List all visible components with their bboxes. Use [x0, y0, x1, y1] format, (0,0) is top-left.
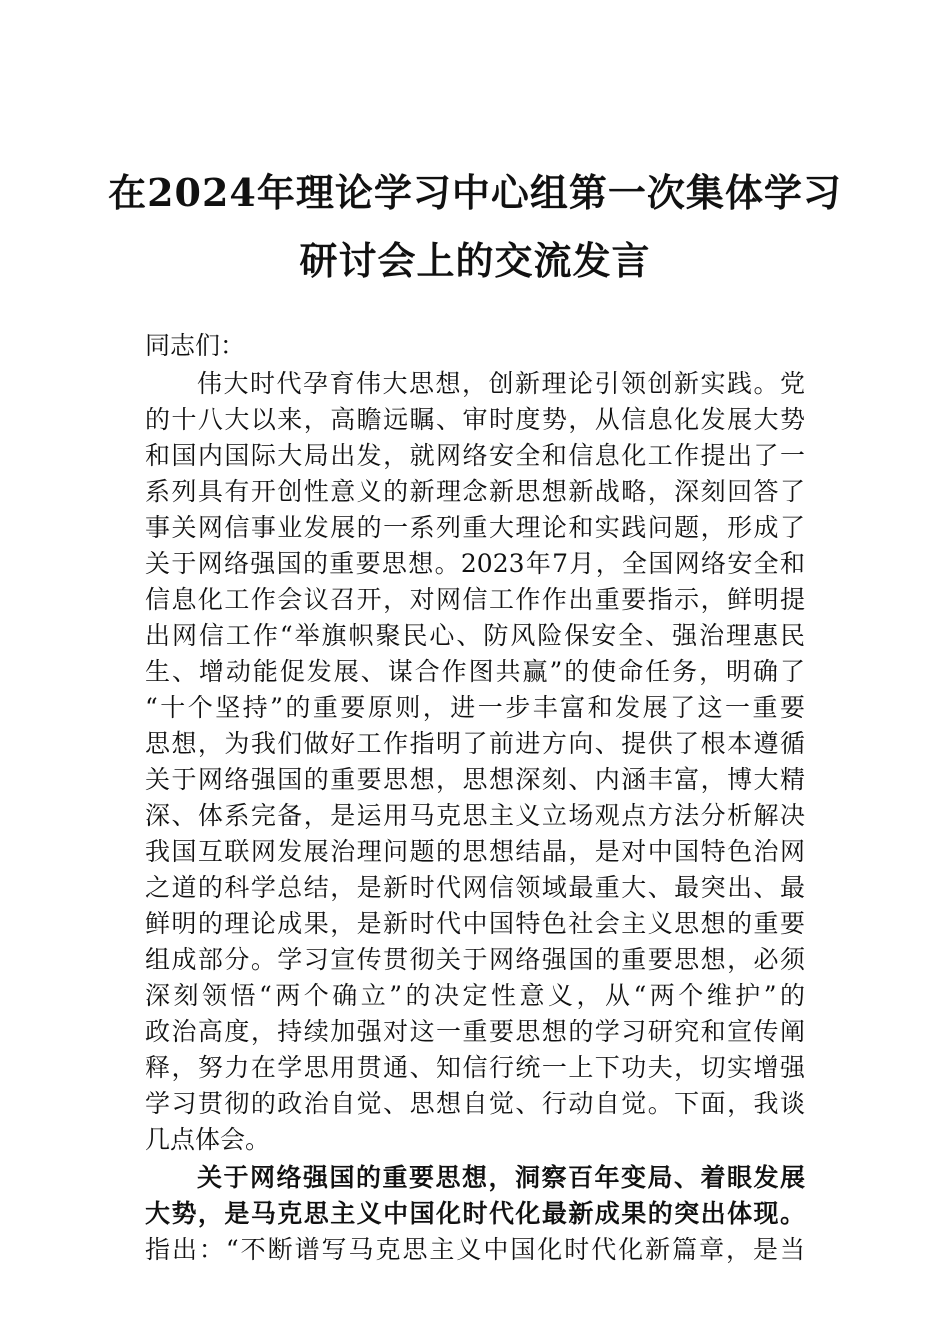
paragraph-line: 系列具有开创性意义的新理念新思想新战略，深刻回答了 — [145, 477, 805, 506]
paragraph-line: 组成部分。学习宣传贯彻关于网络强国的重要思想，必须 — [145, 945, 805, 974]
paragraph-line: 学习贯彻的政治自觉、思想自觉、行动自觉。下面，我谈 — [145, 1089, 805, 1118]
document-title-line-2: 研讨会上的交流发言 — [299, 238, 651, 283]
paragraph-line: 事关网信事业发展的一系列重大理论和实践问题，形成了 — [145, 513, 805, 542]
paragraph-line: 出网信工作“举旗帜聚民心、防风险保安全、强治理惠民 — [145, 621, 805, 650]
salutation: 同志们： — [145, 331, 246, 360]
paragraph-line: 我国互联网发展治理问题的思想结晶，是对中国特色治网 — [145, 837, 805, 866]
paragraph-line: 和国内国际大局出发，就网络安全和信息化工作提出了一 — [145, 441, 805, 470]
paragraph-line: 指出：“不断谱写马克思主义中国化时代化新篇章，是当 — [145, 1235, 805, 1264]
paragraph-line: 释，努力在学思用贯通、知信行统一上下功夫，切实增强 — [145, 1053, 805, 1082]
paragraph-line: 政治高度，持续加强对这一重要思想的学习研究和宣传阐 — [145, 1017, 805, 1046]
paragraph-line: 鲜明的理论成果，是新时代中国特色社会主义思想的重要 — [145, 909, 805, 938]
paragraph-line: 关于网络强国的重要思想，思想深刻、内涵丰富，博大精 — [145, 765, 805, 794]
paragraph-line: “十个坚持”的重要原则，进一步丰富和发展了这一重要 — [145, 693, 805, 722]
paragraph-line: 思想，为我们做好工作指明了前进方向、提供了根本遵循 — [145, 729, 805, 758]
paragraph-line: 深刻领悟“两个确立”的决定性意义，从“两个维护”的 — [145, 981, 805, 1010]
paragraph-line: 关于网络强国的重要思想。2023年7月，全国网络安全和 — [145, 549, 805, 578]
paragraph-line: 几点体会。 — [145, 1125, 271, 1154]
paragraph-line: 生、增动能促发展、谋合作图共赢”的使命任务，明确了 — [145, 657, 805, 686]
paragraph-line: 信息化工作会议召开，对网信工作作出重要指示，鲜明提 — [145, 585, 805, 614]
section-heading-line: 关于网络强国的重要思想，洞察百年变局、着眼发展 — [197, 1163, 805, 1192]
paragraph-line: 之道的科学总结，是新时代网信领域最重大、最突出、最 — [145, 873, 805, 902]
paragraph-line: 伟大时代孕育伟大思想，创新理论引领创新实践。党 — [197, 369, 805, 398]
section-heading-line: 大势，是马克思主义中国化时代化最新成果的突出体现。 — [145, 1199, 805, 1228]
paragraph-line: 深、体系完备，是运用马克思主义立场观点方法分析解决 — [145, 801, 805, 830]
paragraph-line: 的十八大以来，高瞻远瞩、审时度势，从信息化发展大势 — [145, 405, 805, 434]
document-title-line-1: 在2024年理论学习中心组第一次集体学习 — [108, 170, 842, 215]
